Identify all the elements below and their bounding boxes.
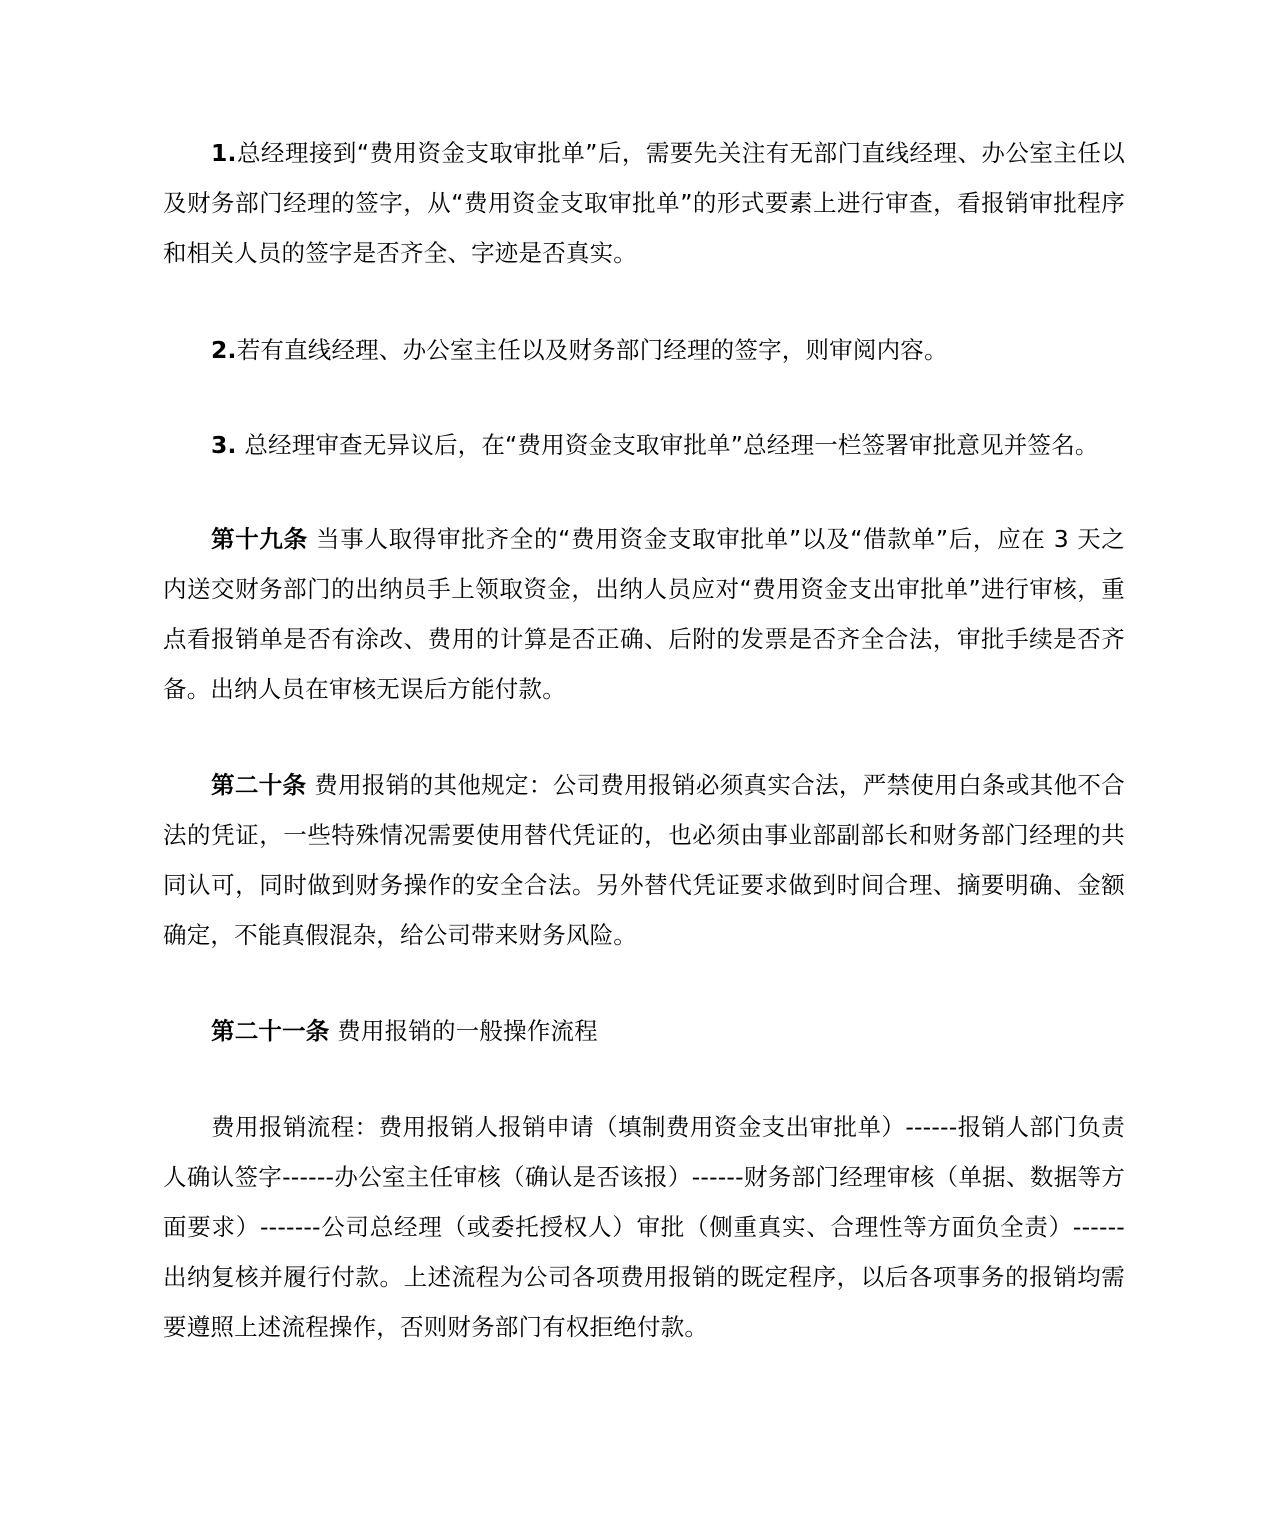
item-number: 1. — [211, 139, 237, 167]
item-number: 3. — [211, 431, 237, 459]
article-21 — [163, 1006, 1125, 1056]
item-number: 2. — [211, 336, 237, 364]
article-heading: 第十九条 — [211, 525, 308, 553]
article-text: 费用报销的一般操作流程 — [329, 1017, 598, 1045]
paragraph-text: 若有直线经理、办公室主任以及财务部门经理的签字，则审阅内容。 — [236, 336, 948, 364]
paragraph-item-2 — [163, 325, 1125, 375]
article-20 — [163, 760, 1125, 960]
reimbursement-process-paragraph — [163, 1102, 1125, 1352]
article-heading: 第二十条 — [211, 771, 307, 799]
article-text: 费用报销的其他规定：公司费用报销必须真实合法，严禁使用白条或其他不合法的凭证，一些特殊情况需要使用替代凭证的，也必须由事业部副部长和财务部门经理的共同认可，同时做到财务操作的安全合法。另外替代凭证要求做到时间合理、摘要明确、金额确定，不能真假混杂，给公司带来财务风险。 — [163, 771, 1125, 949]
article-19 — [163, 514, 1125, 714]
paragraph-item-1 — [163, 128, 1125, 278]
article-heading: 第二十一条 — [211, 1017, 330, 1045]
paragraph-text: 总经理接到“费用资金支取审批单”后，需要先关注有无部门直线经理、办公室主任以及财务部门经理的签字，从“费用资金支取审批单”的形式要素上进行审查，看报销审批程序和相关人员的签字是否齐全、字迹是否真实。 — [163, 139, 1125, 267]
paragraph-item-3 — [163, 420, 1125, 470]
paragraph-text: 总经理审查无异议后，在“费用资金支取审批单”总经理一栏签署审批意见并签名。 — [236, 431, 1099, 459]
paragraph-text: 费用报销流程：费用报销人报销申请（填制费用资金支出审批单）------报销人部门负责人确认签字------办公室主任审核（确认是否该报）------财务部门经理审核（单据、数据等方面要求）-------公司总经理（或委托授权人）审批（侧重真实、合理性等方面负全责）------出纳复核并履行付款。上述流程为公司各项费用报销的既定程序，以后各项事务的报销均需要遵照上述流程操作，否则财务部门有权拒绝付款。 — [163, 1113, 1125, 1341]
article-text: 当事人取得审批齐全的“费用资金支取审批单”以及“借款单”后，应在 3 天之内送交财务部门的出纳员手上领取资金，出纳人员应对“费用资金支出审批单”进行审核，重点看报销单是否有涂改、费用的计算是否正确、后附的发票是否齐全合法，审批手续是否齐备。出纳人员在审核无误后方能付款。 — [163, 525, 1125, 703]
